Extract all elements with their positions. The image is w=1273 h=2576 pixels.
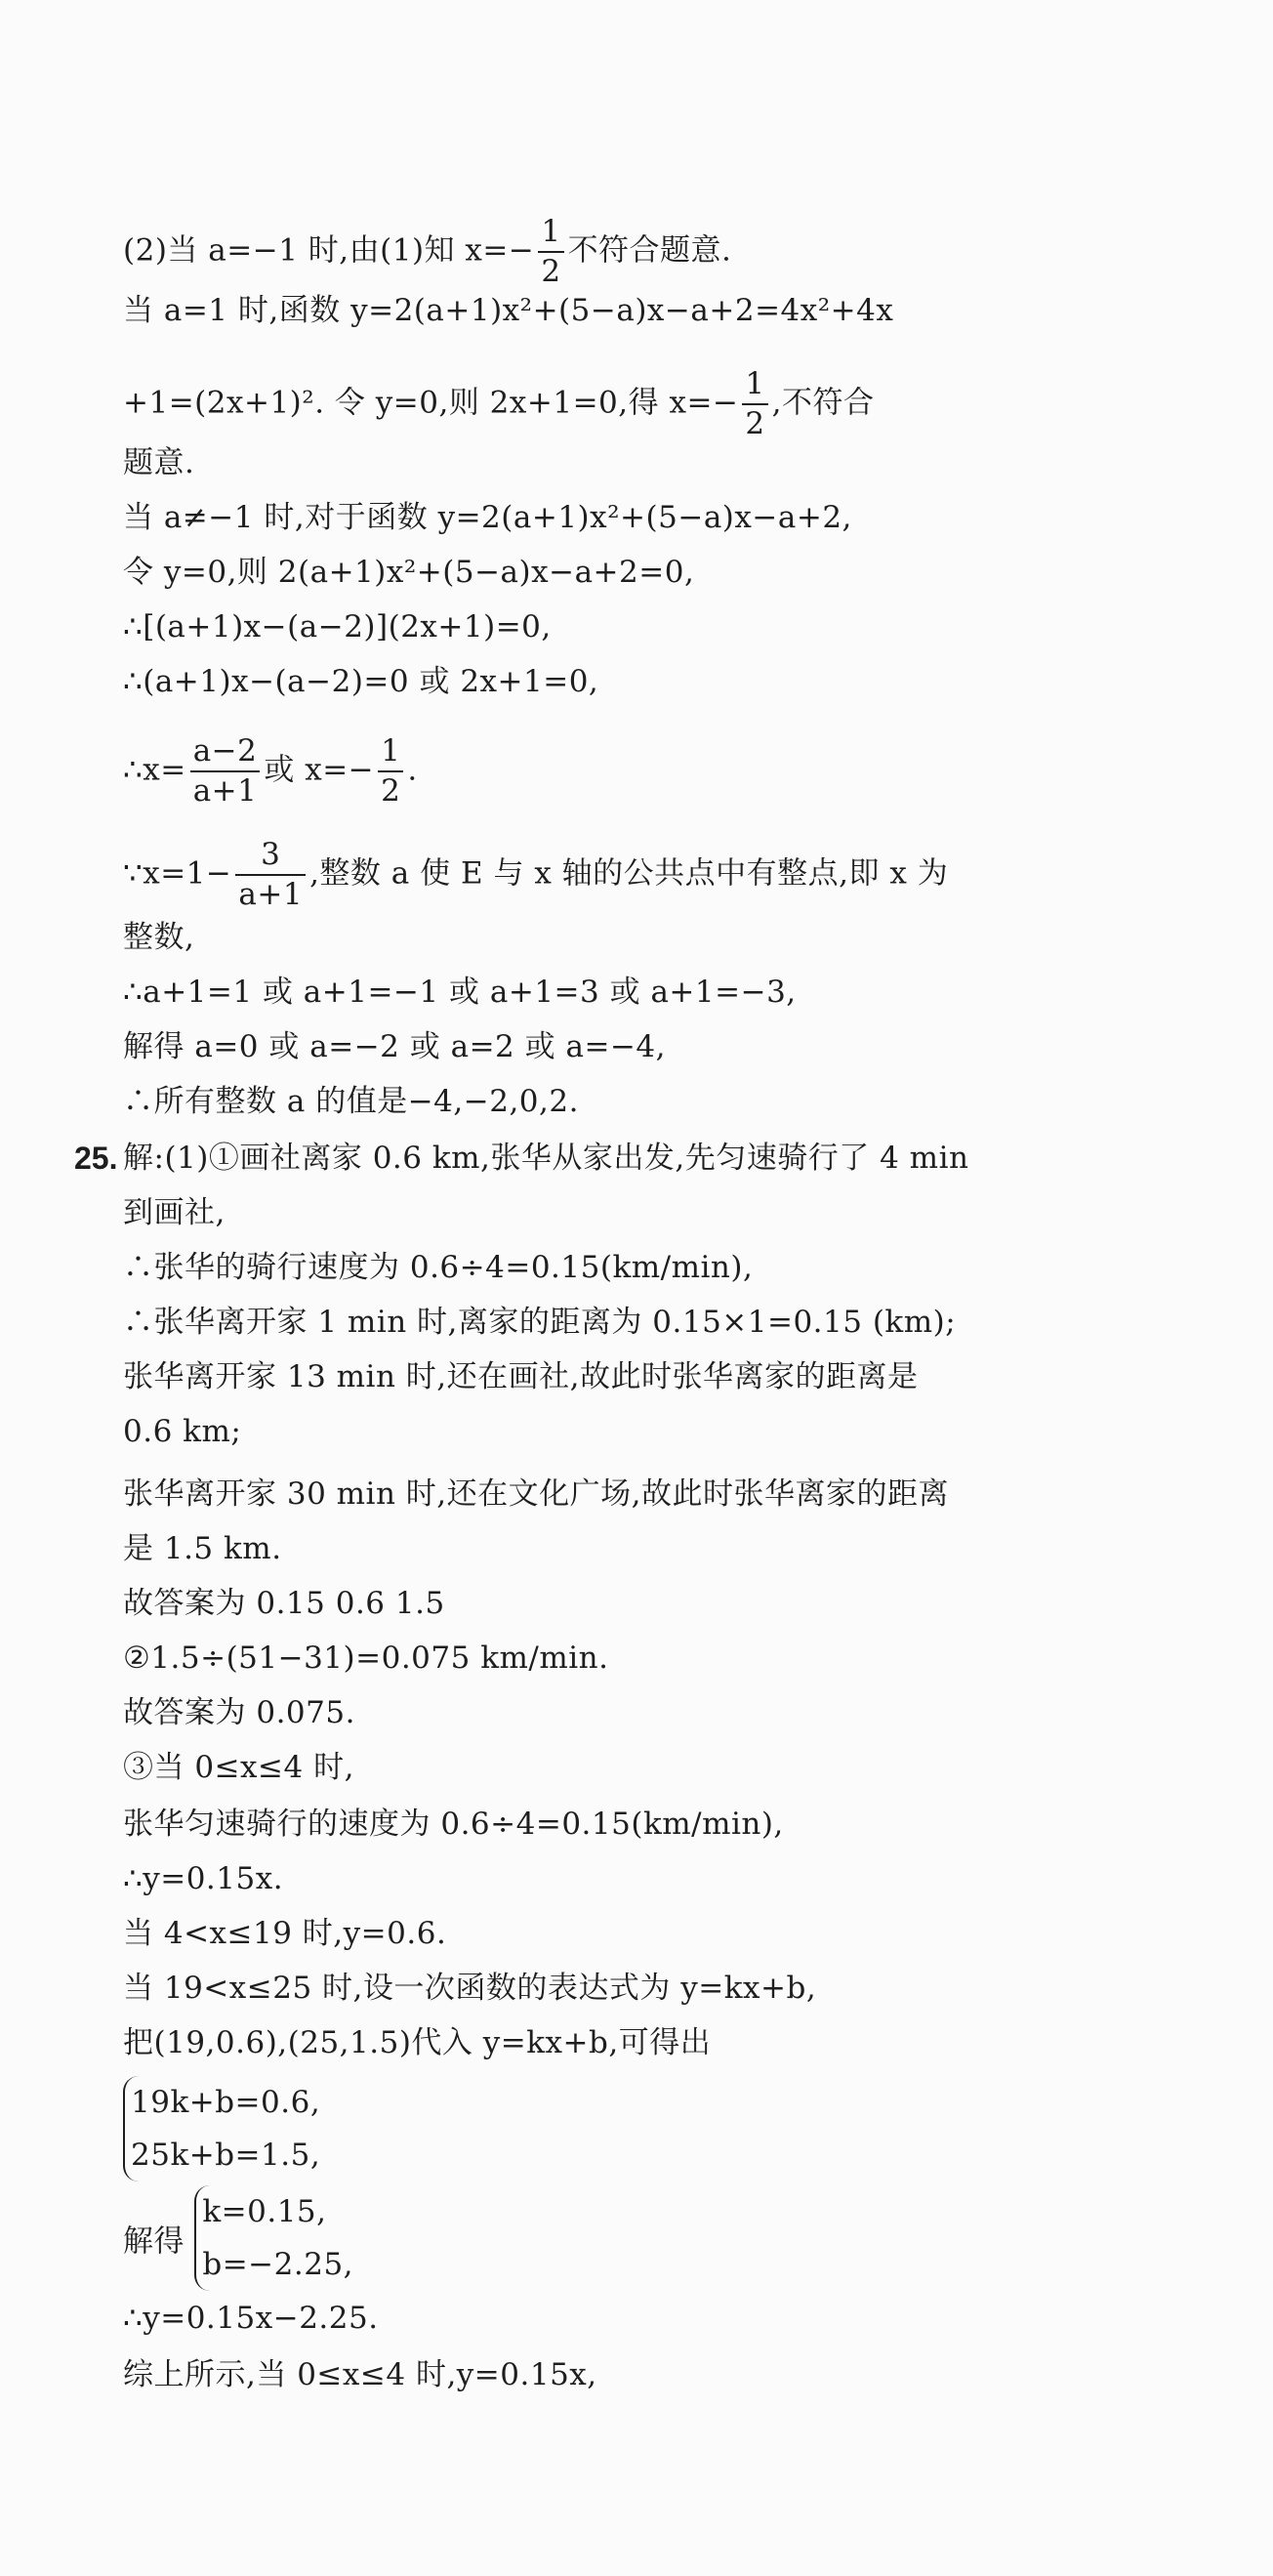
- solution-line: 张华离开家 13 min 时,还在画社,故此时张华离家的距离是: [123, 1359, 919, 1394]
- solution-line: 当 a=1 时,函数 y=2(a+1)x²+(5−a)x−a+2=4x²+4x: [123, 293, 894, 328]
- solution-line: ∴张华的骑行速度为 0.6÷4=0.15(km/min),: [123, 1250, 754, 1285]
- solution-line: 整数,: [123, 920, 195, 955]
- solution-line: ∴(a+1)x−(a−2)=0 或 2x+1=0,: [123, 664, 599, 699]
- solution-line: 把(19,0.6),(25,1.5)代入 y=kx+b,可得出: [123, 2025, 712, 2060]
- solution-line: ∴[(a+1)x−(a−2)](2x+1)=0,: [123, 609, 552, 644]
- solution-line: 0.6 km;: [123, 1414, 242, 1449]
- solution-line: 综上所示,当 0≤x≤4 时,y=0.15x,: [123, 2357, 597, 2392]
- solution-line: ∴x= $\frac{a-2}{a+1}$ 或 x=− $\frac{1}{2}$ .: [123, 733, 418, 809]
- solution-line: 解得 a=0 或 a=−2 或 a=2 或 a=−4,: [123, 1029, 666, 1064]
- solution-line: 当 4<x≤19 时,y=0.6.: [123, 1916, 447, 1951]
- solution-line: ∴张华离开家 1 min 时,离家的距离为 0.15×1=0.15 (km);: [123, 1305, 957, 1340]
- solution-line: ∴a+1=1 或 a+1=−1 或 a+1=3 或 a+1=−3,: [123, 975, 797, 1010]
- solution-line: 故答案为 0.15 0.6 1.5: [123, 1586, 445, 1621]
- fraction: $\frac{1}{2}$: [538, 213, 563, 291]
- solution-line: 是 1.5 km.: [123, 1531, 282, 1566]
- fraction: $\frac{3}{a+1}$: [235, 836, 306, 914]
- solution-line: ③当 0≤x≤4 时,: [123, 1750, 354, 1785]
- solution-line: 到画社,: [123, 1195, 226, 1230]
- brace: k=0.15, b=−2.25,: [194, 2185, 353, 2291]
- solution-line: 题意.: [123, 445, 195, 480]
- solution-line: +1=(2x+1)². 令 y=0,则 2x+1=0,得 x=− $\frac{1}{2}$ ,不符合: [123, 366, 875, 441]
- solution-line: 故答案为 0.075.: [123, 1695, 355, 1730]
- solution-line: 张华匀速骑行的速度为 0.6÷4=0.15(km/min),: [123, 1807, 784, 1842]
- solution-line: 当 19<x≤25 时,设一次函数的表达式为 y=kx+b,: [123, 1971, 817, 2006]
- solution-line: ∴y=0.15x−2.25.: [123, 2301, 379, 2336]
- equation-system-solution: 解得 k=0.15, b=−2.25,: [123, 2185, 353, 2291]
- equation-system: [123, 2076, 320, 2181]
- solution-line: 当 a≠−1 时,对于函数 y=2(a+1)x²+(5−a)x−a+2,: [123, 500, 852, 535]
- brace: 19k+b=0.6, 25k+b=1.5,: [123, 2076, 320, 2181]
- solution-line: ②1.5÷(51−31)=0.075 km/min.: [123, 1641, 609, 1676]
- solution-line: (2)当 a=−1 时,由(1)知 x=− $\frac{1}{2}$ 不符合题意.: [123, 214, 732, 289]
- solution-line: 解:(1)①画社离家 0.6 km,张华从家出发,先匀速骑行了 4 min: [123, 1141, 969, 1176]
- solution-line: 张华离开家 30 min 时,还在文化广场,故此时张华离家的距离: [123, 1476, 949, 1512]
- solution-line: 令 y=0,则 2(a+1)x²+(5−a)x−a+2=0,: [123, 555, 695, 590]
- solution-line: ∵x=1− $\frac{3}{a+1}$ ,整数 a 使 E 与 x 轴的公共点中有整点,即 x 为: [123, 837, 949, 912]
- problem-number: 25.: [74, 1141, 118, 1176]
- fraction: $\frac{a-2}{a+1}$: [190, 732, 261, 810]
- fraction: $\frac{1}{2}$: [378, 732, 403, 810]
- solution-line: ∴y=0.15x.: [123, 1861, 284, 1896]
- solution-line: ∴所有整数 a 的值是−4,−2,0,2.: [123, 1084, 579, 1119]
- fraction: $\frac{1}{2}$: [742, 365, 767, 443]
